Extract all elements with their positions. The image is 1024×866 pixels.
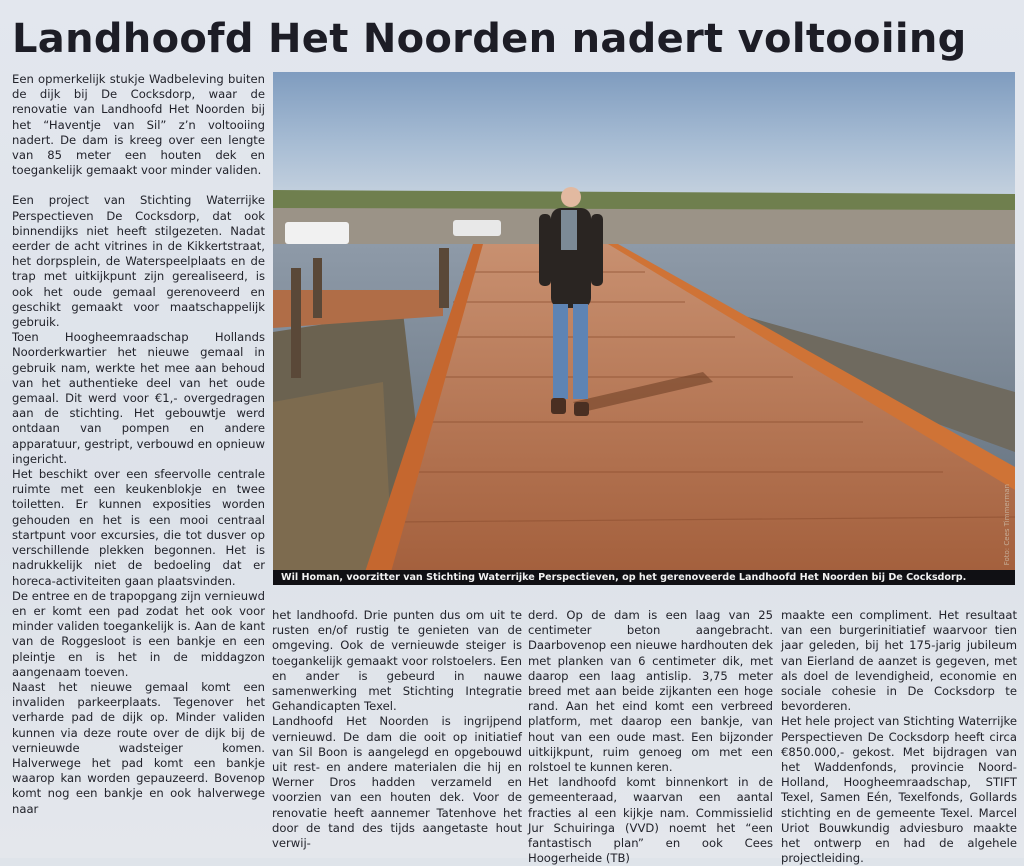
article-column-2 <box>272 608 522 851</box>
boardwalk-photo-illustration <box>273 72 1015 585</box>
article-intro: Een opmerkelijk stukje Wadbeleving buiten de dijk bij De Cocksdorp, waar de renovatie van Landhoofd Het Noorden bij het “Haventje van Sil” z’n voltooiing nadert. De dam is kreeg over een lengte van 85 meter een houten dek en toegankelijk gemaakt voor minder validen. <box>12 72 265 178</box>
article-paragraph: Het landhoofd komt binnenkort in de gemeenteraad, waarvan een aantal fracties al een kijkje nam. Commissielid Jur Schuiringa (VVD) noemt het “een fantastisch plan” en ook Cees Hoogerheide (TB) <box>528 775 773 866</box>
article-paragraph: De entree en de trapopgang zijn vernieuwd en er komt een pad zodat het ook voor minder validen toegankelijk is. Aan de kant van de Roggesloot is een bankje en een pleintje en is het in de middagzon aangenaam toeven. <box>12 588 265 679</box>
article-paragraph: Een project van Stichting Waterrijke Perspectieven De Cocksdorp, dat ook binnendijks niet heeft stilgezeten. Nadat eerder de acht vitrines in de Kikkertstraat, het dorpsplein, de Waterspeelplaats en de trap met uitkijkpunt zijn gerealiseerd, is ook het oude gemaal gerenoveerd en geschikt gemaakt voor maatschappelijk gebruik. <box>12 193 265 330</box>
article-photo <box>273 72 1015 585</box>
article-headline: Landhoofd Het Noorden nadert voltooiing <box>12 16 967 62</box>
article-paragraph: maakte een compliment. Het resultaat van een burgerinitiatief waarvoor tien jaar geleden, bij het 175-jarig jubileum van Eierland de aanzet is gegeven, met als doel de levendigheid, economie en sociale cohesie in De Cocksdorp te bevorderen. <box>781 608 1017 714</box>
article-paragraph: Het hele project van Stichting Waterrijke Perspectieven De Cocksdorp heeft circa €850.000,- gekost. Met bijdragen van het Waddenfonds, provincie Noord-Holland, Hoogheemraadschap, STIFT Texel, Samen Eén, Texelfonds, Gollards stichting en de gemeente Texel. Marcel Uriot Bouwkundig adviesburo maakte het ontwerp en had de algehele projectleiding. <box>781 714 1017 866</box>
article-paragraph: derd. Op de dam is een laag van 25 centimeter beton aangebracht. Daarbovenop een nieuwe hardhouten dek met planken van 6 centimeter dik, met daarop een laag antislip. 3,75 meter breed met aan beide zijkanten een hoge rand. Aan het eind komt een verbreed platform, met daarop een bankje, van hout van een oude mast. Een bijzonder uitkijkpunt, ruim genoeg om met een rolstoel te kunnen keren. <box>528 608 773 775</box>
photo-caption: Wil Homan, voorzitter van Stichting Waterrijke Perspectieven, op het gerenoveerde Landhoofd Het Noorden bij De Cocksdorp. <box>273 570 1015 585</box>
article-paragraph: Het beschikt over een sfeervolle centrale ruimte met een keukenblokje en twee toiletten. Er kunnen exposities worden gehouden en het is een mooi centraal startpunt voor excursies, die tot dusver op verschillende plekken begonnen. Het is nadrukkelijk niet de bedoeling dat er horeca-activiteiten gaan plaatsvinden. <box>12 467 265 588</box>
article-paragraph: Toen Hoogheemraadschap Hollands Noorderkwartier het nieuwe gemaal in gebruik nam, werkte het mee aan behoud van het authentieke deel van het oude gemaal. Dit werd voor €1,- overgedragen aan de stichting. Het gebouwtje werd ontdaan van pompen en andere apparatuur, gestript, verbouwd en opnieuw ingericht. <box>12 330 265 466</box>
article-column-1 <box>12 72 265 817</box>
article-column-4 <box>781 608 1017 866</box>
article-column-3 <box>528 608 773 866</box>
article-paragraph: het landhoofd. Drie punten dus om uit te rusten en/of rustig te genieten van de omgeving. Ook de vernieuwde steiger is toegankelijk gemaakt voor rolstoelers. Een en ander is gebeurd in nauwe samenwerking met Stichting Integratie Gehandicapten Texel. <box>272 608 522 714</box>
article-paragraph: Naast het nieuwe gemaal komt een invaliden parkeerplaats. Tegenover het verharde pad de dijk op. Minder validen kunnen via deze route over de dijk bij de vernieuwde wadsteiger komen. Halverwege het pad komt een bankje waarop kan worden gepauzeerd. Bovenop komt nog een bankje en ook halverwege naar <box>12 679 265 816</box>
photo-credit: Foto: Cees Timmerman <box>1003 483 1011 565</box>
article-paragraph: Landhoofd Het Noorden is ingrijpend vernieuwd. De dam die ooit op initiatief van Sil Boon is aangelegd en opgebouwd uit rest- en andere materialen die hij en Werner Dros hadden verzameld en voorzien van een houten dek. Voor de renovatie heeft aannemer Tatenhove het door de tand des tijds aangetaste hout verwij- <box>272 714 522 851</box>
